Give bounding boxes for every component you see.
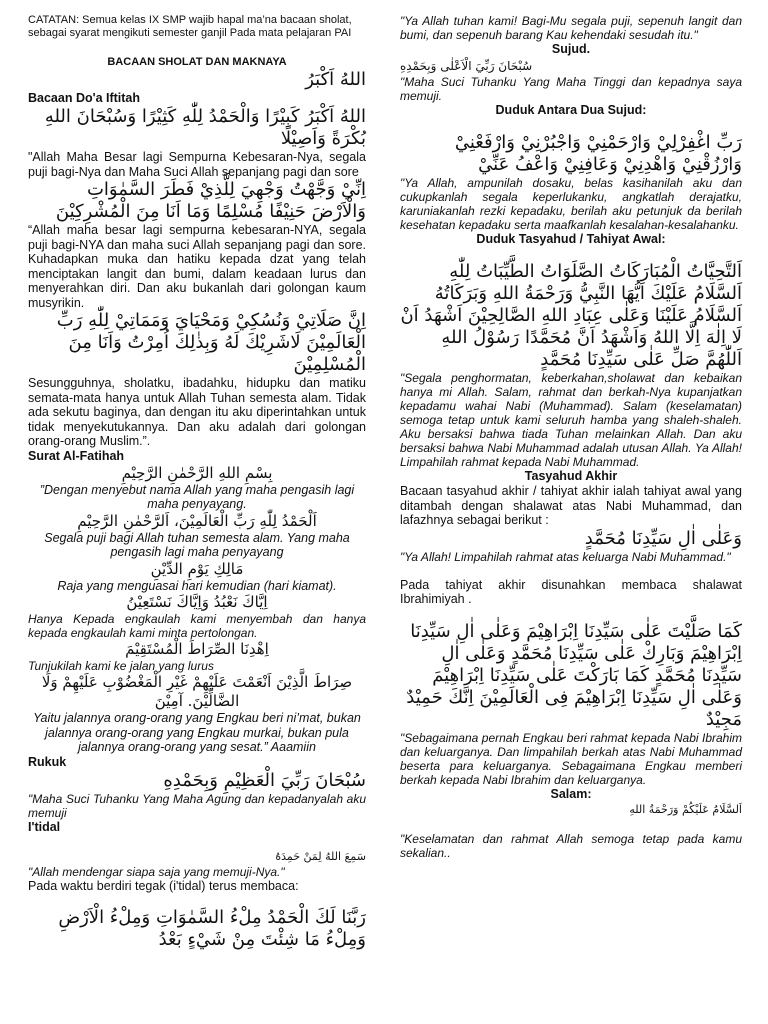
arabic-text: بِسْمِ اللهِ الرَّحْمٰنِ الرَّحِيْمِ xyxy=(121,463,273,482)
spacer xyxy=(28,835,366,849)
section-heading: Bacaan Do'a Iftitah xyxy=(28,91,141,105)
translation-text: ”Dengan menyebut nama Allah yang maha pengasih lagi maha penyayang. xyxy=(39,482,355,511)
section-heading: I'tidal xyxy=(28,819,61,834)
paragraph: "Allah Maha Besar lagi Sempurna Kebesaran-Nya, segala puji bagi-Nya dan Maha Suci Allah sepanjang pagi dan sore xyxy=(28,150,366,179)
arabic-text: اَلْحَمْدُ لِلّٰهِ رَبِّ الْعَالَمِيْنَ، اَلرَّحْمٰنِ الرَّحِيْمِ xyxy=(77,511,317,530)
arabic-text: كَمَا صَلَّيْتَ عَلٰى سَيِّدِنَا اِبْرَاهِيْمَ وَعَلٰى اٰلِ سَيِّدِنَا اِبْرَاهِيْمَ وَبَارِكْ عَلٰى سَيِّدِنَا مُحَمَّدٍ وَعَلٰى اٰلِ سَيِّدِنَا مُحَمَّدٍ كَمَا بَارَكْتَ عَلٰى سَيِّدِنَا اِبْرَاهِيْمَ وَعَلٰى اٰلِ سَيِّدِنَا اِبْرَاهِيْمَ فِى الْعَالَمِيْنَ اِنَّكَ حَمِيْدٌ مَجِيْدٌ xyxy=(406,620,742,730)
arabic-text: اِهْدِنَا الصِّرَاطَ الْمُسْتَقِيْمَ xyxy=(125,640,269,658)
translation-text: "Maha Suci Tuhanku Yang Maha Tinggi dan kepadnya saya memuji. xyxy=(400,75,742,103)
arabic-text: اِيَّاكَ نَعْبُدُ وَاِيَّاكَ نَسْتَعِيْنُ xyxy=(126,593,268,611)
spacer xyxy=(400,247,742,261)
arabic-text: صِرَاطَ الَّذِيْنَ اَنْعَمْتَ عَلَيْهِمْ غَيْرِ الْمَغْضُوْبِ عَلَيْهِمْ وَلَا الضَّالِّيْنَ. آمِيْنَ xyxy=(41,673,353,710)
arabic-text: سُبْحَانَ رَبِّيَ الْاَعْلٰى وَبِحَمْدِهِ xyxy=(400,59,533,73)
arabic-text: اَلسَّلَامُ عَلَيْكُمْ وَرَحْمَةُ اللهِ xyxy=(629,802,742,816)
spacer xyxy=(400,607,742,621)
section-heading: Rukuk xyxy=(28,754,67,769)
section-heading: Sujud. xyxy=(551,42,591,56)
note-text: CATATAN: Semua kelas IX SMP wajib hapal ma’na bacaan sholat, sebagai syarat mengikuti semester ganjil Pada mata pelajaran PAI xyxy=(28,14,352,39)
paragraph: “Allah maha besar lagi sempurna kebesaran-NYA, segala puji bagi-NYA dan maha suci Allah sepanjang pagi dan sore. Kuhadapkan muka dan hatiku kepada dzat yang telah menciptakan langit dan bumi, dalam keadaan lurus dan menyerahkan diri. Dan aku bukanlah dari golongan kaum musyrikin. xyxy=(28,223,366,310)
arabic-text: سَمِعَ اللهُ لِمَنْ حَمِدَهُ xyxy=(275,849,366,863)
paragraph: Sesungguhnya, sholatku, ibadahku, hidupku dan matiku semata-mata hanya untuk Allah Tuhan semesta alam. Tidak ada sekutu baginya, dan dengan itu aku diperintahkan untuk tidak menyekutukannya. Dan aku adalah dari golongan orang-orang Muslim.”. xyxy=(28,376,366,448)
section-heading: Surat Al-Fatihah xyxy=(28,448,125,463)
translation-text: "Maha Suci Tuhanku Yang Maha Agung dan kepadanyalah aku memuji xyxy=(28,791,366,820)
right-column xyxy=(400,14,742,860)
translation-text: "Ya Allah! Limpahilah rahmat atas keluarga Nabi Muhammad." xyxy=(400,549,731,564)
section-heading: Salam: xyxy=(550,786,592,801)
section-heading: Tasyahud Akhir xyxy=(524,469,618,483)
translation-text: "Allah mendengar siapa saja yang memuji-Nya." xyxy=(28,864,285,879)
spacer xyxy=(28,893,366,907)
spacer xyxy=(400,818,742,832)
arabic-text: رَبِّ اغْفِرْلِيْ وَارْحَمْنِيْ وَاجْبُرْنِيْ وَارْفَعْنِيْ وَارْزُقْنِيْ وَاهْدِنِيْ وَعَافِنِيْ وَاعْفُ عَنِّيْ xyxy=(454,132,742,175)
document-title: BACAAN SHOLAT DAN MAKNAYA xyxy=(107,56,287,68)
paragraph: Pada tahiyat akhir disunahkan membaca shalawat Ibrahimiyah . xyxy=(400,577,742,606)
arabic-text: اللهُ اَكْبَرُ كَبِيْرًا وَالْحَمْدُ لِلّٰهِ كَثِيْرًا وَسُبْحَانَ اللهِ بُكْرَةً وَاَصِيْلًا xyxy=(44,106,366,149)
translation-text: Tunjukilah kami ke jalan yang lurus xyxy=(28,659,214,673)
arabic-text: اِنَّ صَلَاتِيْ وَنُسُكِيْ وَمَحْيَايَ وَمَمَاتِيْ لِلّٰهِ رَبِّ الْعَالَمِيْنَ لَاشَرِيْكَ لَهُ وَبِذٰلِكَ اُمِرْتُ وَاَنَا مِنَ الْمُسْلِمِيْنَ xyxy=(56,310,366,375)
spacer xyxy=(400,118,742,132)
arabic-text: رَبَّنَا لَكَ الْحَمْدُ مِلْءُ السَّمٰوَاتِ وَمِلْءُ الْاَرْضِ وَمِلْءُ مَا شِئْتَ مِنْ شَيْءٍ بَعْدُ xyxy=(58,907,366,950)
translation-text: Hanya Kepada engkaulah kami menyembah dan hanya kepada engkaulah kami minta pertolongan. xyxy=(28,612,366,640)
translation-text: Raja yang menguasai hari kemudian (hari kiamat). xyxy=(57,578,337,593)
paragraph: Pada waktu berdiri tegak (i'tidal) terus membaca: xyxy=(28,878,299,893)
arabic-text: مَالِكِ يَوْمِ الدِّيْنِ xyxy=(150,559,244,578)
translation-text: Segala puji bagi Allah tuhan semesta alam. Yang maha pengasih lagi maha penyayang xyxy=(44,530,350,559)
translation-text: "Keselamatan dan rahmat Allah semoga tetap pada kamu sekalian.. xyxy=(400,831,742,860)
translation-text: "Sebagaimana pernah Engkau beri rahmat kepada Nabi Ibrahim dan keluarganya. Dan limpahilah berkah atas Nabi Muhammad beserta para keluarganya. Sebagaimana Engkau memberi berkah kepada Nabi Ibrahim dan keluarganya. xyxy=(400,730,742,787)
paragraph: Bacaan tasyahud akhir / tahiyat akhir ialah tahiyat awal yang ditambah dengan shalawat atas Nabi Muhammad, dan lafazhnya sebagai berikut : xyxy=(400,484,742,527)
translation-text: "Ya Allah tuhan kami! Bagi-Mu segala puji, sepenuh langit dan bumi, dan sepenuh barang Kau kehendaki sesudah itu." xyxy=(400,14,742,42)
section-heading: Duduk Tasyahud / Tahiyat Awal: xyxy=(476,232,666,246)
arabic-text: اَلتَّحِيَّاتُ الْمُبَارَكَاتُ الصَّلَوَاتُ الطَّيِّبَاتُ لِلّٰهِ اَلسَّلَامُ عَلَيْكَ اَيُّهَا النَّبِيُّ وَرَحْمَةُ اللهِ وَبَرَكَاتُهُ اَلسَّلَامُ عَلَيْنَا وَعَلٰى عِبَادِ اللهِ الصَّالِحِيْنَ اَشْهَدُ اَنْ لَا اِلٰهَ اِلَّا اللهُ وَاَشْهَدُ اَنَّ مُحَمَّدًا رَسُوْلُ اللهِ اَللّٰهُمَّ صَلِّ عَلٰى سَيِّدِنَا مُحَمَّدٍ xyxy=(400,261,742,370)
section-heading: Duduk Antara Dua Sujud: xyxy=(495,103,647,117)
arabic-text: اِنِّيْ وَجَّهْتُ وَجْهِيَ لِلَّذِيْ فَطَرَ السَّمٰوَاتِ وَالْاَرْضَ حَنِيْفًا مُسْلِمًا وَمَا اَنَا مِنَ الْمُشْرِكِيْنَ xyxy=(55,179,366,222)
translation-text: "Ya Allah, ampunilah dosaku, belas kasihanilah aku dan cukupkanlah segala keperlukanku, angkatlah derajatku, karuniakanlah rezki kepadaku, berilah aku petunjuk da berilah kesehatan kepadaku serta maafkanlah kesalahan-kesalahanku. xyxy=(400,176,742,232)
translation-text: "Segala penghormatan, keberkahan,sholawat dan kebaikan hanya mi Allah. Salam, rahmat dan berkah-Nya kupanjatkan kepadamu wahai Nabi (Muhammad). Salam (keselamatan) semoga tetap untuk kami seluruh hamba yang shaleh-shaleh. Aku bersaksi bahwa tiada Tuhan melainkan Allah. Dan aku bersaksi bahwa Nabi Muhammad adalah utusan Allah. Ya Allah! Limpahilah rahmat kepada Nabi Muhammad. xyxy=(400,371,742,469)
left-column xyxy=(28,14,366,951)
spacer xyxy=(400,564,742,578)
arabic-text: سُبْحَانَ رَبِّيَ الْعَظِيْمِ وَبِحَمْدِهِ xyxy=(163,769,366,791)
arabic-text: اللهُ اَكْبَرُ xyxy=(305,69,366,90)
translation-text: Yaitu jalannya orang-orang yang Engkau beri ni’mat, bukan jalannya orang-orang yang Engkau murkai, bukan pula jalannya orang-orang yang sesat.” Aaamiin xyxy=(33,711,361,754)
arabic-text: وَعَلٰى اٰلِ سَيِّدِنَا مُحَمَّدٍ xyxy=(584,527,742,549)
